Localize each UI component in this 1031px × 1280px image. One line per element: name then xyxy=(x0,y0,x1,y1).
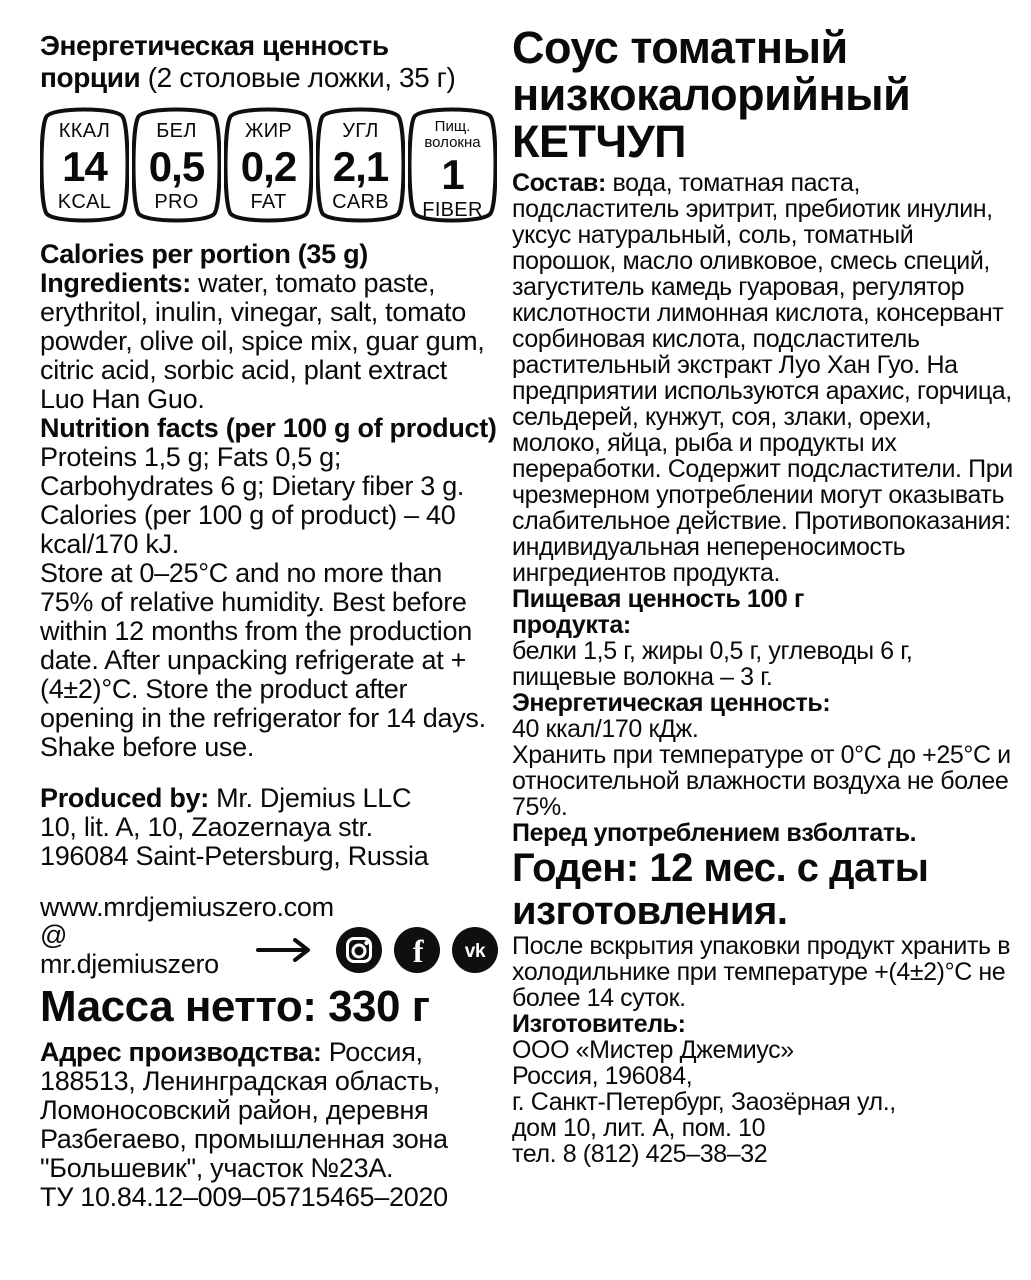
produced-by-label: Produced by: xyxy=(40,783,209,813)
manufacturer-line-city: г. Санкт-Петербург, Заозёрная ул., xyxy=(512,1088,896,1116)
website-block xyxy=(40,892,498,979)
left-column xyxy=(40,30,498,1212)
production-address-block xyxy=(40,1038,498,1212)
manufacturer-heading: Изготовитель: xyxy=(512,1010,686,1038)
produced-by-line: Produced by: Mr. Djemius LLC xyxy=(40,783,412,813)
energy-value-text: 40 ккал/170 кДж. xyxy=(512,715,699,743)
energy-value-heading: Энергетическая ценность: xyxy=(512,689,831,717)
badge-protein xyxy=(132,106,221,224)
nutrition-value-heading-line1: Пищевая ценность 100 г xyxy=(512,585,804,613)
product-title-line1: Соус томатный xyxy=(512,22,848,73)
nutrition-value-text: белки 1,5 г, жиры 0,5 г, углеводы 6 г, пищевые волокна – 3 г. xyxy=(512,637,913,691)
english-info-block xyxy=(40,240,498,762)
ingredients-paragraph: Ingredients: water, tomato paste, erythritol, inulin, vinegar, salt, tomato powder, olive oil, spice mix, guar gum, citric acid, sorbic acid, plant extract Luo Han Guo. xyxy=(40,268,485,414)
producer-block xyxy=(40,784,498,871)
badge-label-en: FAT xyxy=(250,191,287,213)
badge-label-en: FIBER xyxy=(422,199,483,221)
producer-address-line2: 196084 Saint-Petersburg, Russia xyxy=(40,841,429,871)
badge-label-ru: БЕЛ xyxy=(156,120,197,142)
website-url: www.mrdjemiuszero.com xyxy=(40,892,334,922)
energy-per-portion-heading xyxy=(40,30,498,94)
after-opening-text: После вскрытия упаковки продукт хранить в холодильнике при температуре +(4±2)°С не более 14 суток. xyxy=(512,932,1011,1012)
manufacturer-line-phone: тел. 8 (812) 425–38–32 xyxy=(512,1140,768,1168)
composition-label: Состав: xyxy=(512,169,606,197)
badge-value: 1 xyxy=(441,151,464,198)
manufacturer-line-country: Россия, 196084, xyxy=(512,1062,693,1090)
badge-label-en: CARB xyxy=(332,191,389,213)
badge-fiber xyxy=(408,106,497,224)
badge-fat xyxy=(224,106,313,224)
ingredients-label: Ingredients: xyxy=(40,268,191,298)
social-handle: @ mr.djemiuszero xyxy=(40,920,219,979)
storage-text-en: Store at 0–25°C and no more than 75% of relative humidity. Best before within 12 months from the production date. After unpacking refrigerate at +(4±2)°C. Store the product after opening in the refrigerator for 14 days. Shake before use. xyxy=(40,558,486,762)
product-title xyxy=(512,24,1018,165)
producer-address-line1: 10, lit. A, 10, Zaozernaya str. xyxy=(40,812,373,842)
svg-text:vk: vk xyxy=(464,941,486,962)
facebook-icon xyxy=(394,927,440,973)
badge-kcal xyxy=(40,106,129,224)
shake-before-use: Перед употреблением взболтать. xyxy=(512,819,917,847)
composition-paragraph: Состав: вода, томатная паста, подсластитель эритрит, пребиотик инулин, уксус натуральный, соль, томатный порошок, масло оливковое, смесь специй, загуститель камедь гуаровая, регулятор кислотности лимонная кислота, консервант сорбиновая кислота, подсластитель растительный экстракт Луо Хан Гуо. На предприятии используются арахис, горчица, сельдерей, кунжут, соя, злаки, орехи, молоко, яйца, рыба и продукты их переработки. Содержит подсластители. При чрезмерном употреблении могут оказывать слабительное действие. Противопоказания: индивидуальная непереносимость ингредиентов продукта. xyxy=(512,169,1013,587)
manufacturer-line-company: ООО «Мистер Джемиус» xyxy=(512,1036,794,1064)
badge-value: 0,2 xyxy=(240,143,297,190)
tu-number: ТУ 10.84.12–009–05715465–2020 xyxy=(40,1182,448,1212)
storage-conditions-ru: Хранить при температуре от 0°С до +25°С и относительной влажности воздуха не более 75%. xyxy=(512,741,1011,821)
production-address-paragraph: Адрес производства: Россия, 188513, Ленинградская область, Ломоносовский район, деревня Разбегаево, промышленная зона "Большевик", участок №23А. xyxy=(40,1037,448,1183)
vk-icon xyxy=(452,927,498,973)
nutrition-facts-text: Proteins 1,5 g; Fats 0,5 g; Carbohydrates 6 g; Dietary fiber 3 g. Calories (per 100 g of product) – 40 kcal/170 kJ. xyxy=(40,442,465,559)
badge-label-ru: Пищ. волокна xyxy=(424,118,481,151)
product-title-line3: КЕТЧУП xyxy=(512,116,686,167)
badge-carb xyxy=(316,106,405,224)
nutrition-facts-heading: Nutrition facts (per 100 g of product) xyxy=(40,413,497,443)
badge-value: 14 xyxy=(62,143,107,190)
instagram-icon xyxy=(336,927,382,973)
net-weight: Масса нетто: 330 г xyxy=(40,982,430,1031)
nutrition-badges xyxy=(40,106,498,224)
badge-label-ru: ЖИР xyxy=(244,120,293,142)
badge-label-en: KCAL xyxy=(57,191,112,213)
arrow-right-icon xyxy=(256,937,314,963)
energy-heading-line1: Энергетическая ценность xyxy=(40,30,389,61)
energy-heading-line2: порции (2 столовые ложки, 35 г) xyxy=(40,62,456,93)
badge-label-ru: ККАЛ xyxy=(58,120,111,142)
svg-text:f: f xyxy=(412,933,424,969)
social-row xyxy=(40,920,498,979)
manufacturer-line-building: дом 10, лит. А, пом. 10 xyxy=(512,1114,766,1142)
shelf-life-heading: Годен: 12 мес. с даты изготовления. xyxy=(512,846,929,933)
right-column xyxy=(512,24,1018,1167)
badge-label-ru: УГЛ xyxy=(342,120,379,142)
badge-value: 2,1 xyxy=(332,143,389,190)
badge-label-en: PRO xyxy=(154,191,199,213)
product-title-line2: низкокалорийный xyxy=(512,69,911,120)
nutrition-value-heading-line2: продукта: xyxy=(512,611,631,639)
production-address-label: Адрес производства: xyxy=(40,1037,322,1067)
badge-value: 0,5 xyxy=(148,143,205,190)
russian-info-block xyxy=(512,170,1018,1167)
calories-heading: Calories per portion (35 g) xyxy=(40,239,368,269)
